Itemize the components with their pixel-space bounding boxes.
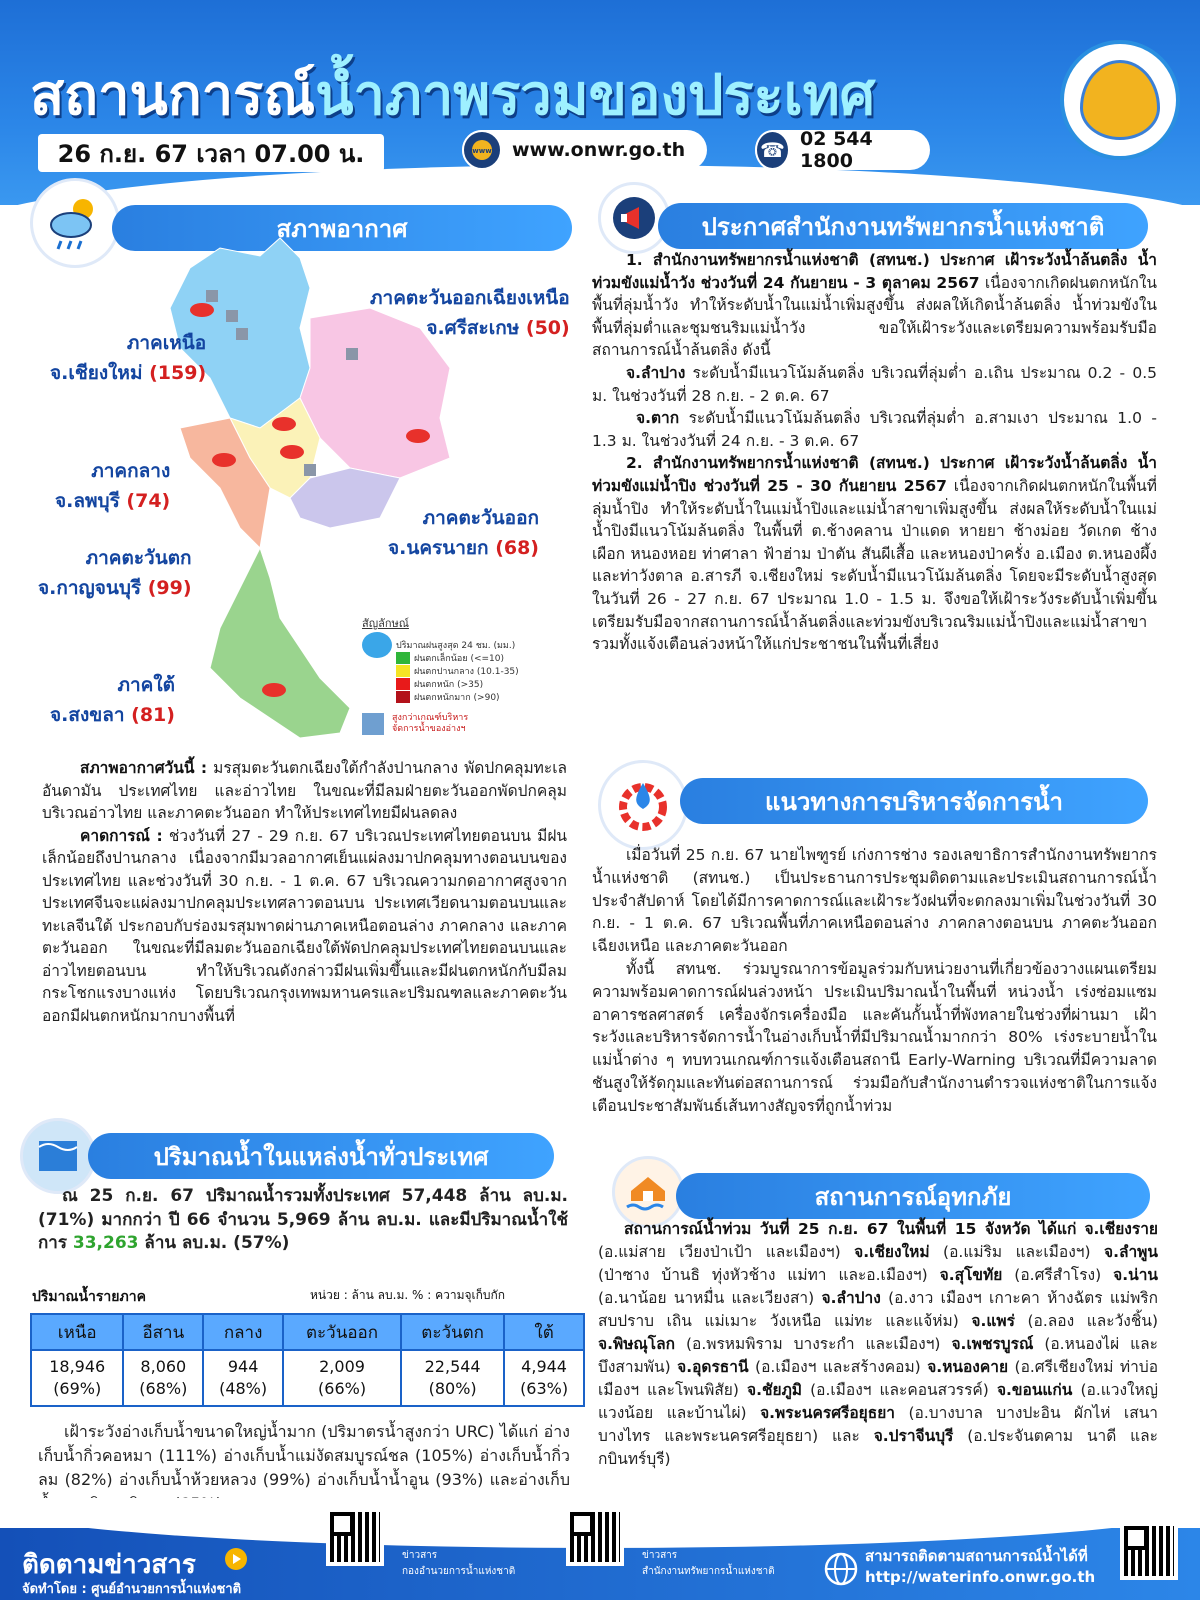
flood-province: จ.น่าน (1113, 1266, 1159, 1284)
phone-text: 02 544 1800 (800, 128, 873, 172)
announcement-text: 1. สำนักงานทรัพยากรน้ำแห่งชาติ (สทนช.) ประกาศ เฝ้าระวังน้ำล้นตลิ่ง น้ำท่วมขังแม่น้ำวัง ช่วงวันที่ 24 กันยายน - 3 ตุลาคม 2567 เนื่องจากเกิดฝนตกหนักในพื้นที่ลุ่มน้ำวัง ทำให้ระดับน้ำในแม่น้ำเพิ่มสูงขึ้น ส่งผลให้เกิดน้ำล้นตลิ่ง น้ำท่วมขังในพื้นที่ลุ่มต่ำและชุมชนริมแม่น้ำวัง ขอให้เฝ้าระวังและเตรียมความพร้อมรับมือสถานการณ์น้ำล้นตลิ่ง ดังนี้ จ.ลำปาง ระดับน้ำมีแนวโน้มล้นตลิ่ง บริเวณที่ลุ่มต่ำ อ.เถิน ประมาณ 0.2 - 0.5 ม. ในช่วงวันที่ 28 ก.ย. - 2 ต.ค. 67 จ.ตาก ระดับน้ำมีแนวโน้มล้นตลิ่ง บริเวณที่ลุ่มต่ำ อ.สามเงา ประมาณ 1.0 - 1.3 ม. ในช่วงวันที่ 24 ก.ย. - 3 ต.ค. 67 2. สำนักงานทรัพยากรน้ำแห่งชาติ (สทนช.) ประกาศ เฝ้าระวังน้ำล้นตลิ่ง น้ำท่วมขังแม่น้ำปิง ช่วงวันที่ 25 - 30 กันยายน 2567 เนื่องจากเกิดฝนตกหนักในพื้นที่ลุ่มน้ำปิง ทำให้ระดับน้ำในแม่น้ำปิงและแม่น้ำสาขาเพิ่มสูงขึ้น ส่งผลให้ระดับน้ำในแม่น้ำปิงมีแนวโน้มล้นตลิ่ง ในพื้นที่ ต.ช้างคลาน ป่าแดด หายยา ช้างม่อย วัดเกต ช้างเผือก หนองหอย ท่าศาลา ฟ้าฮ่าม ป่าตัน สันผีเสื้อ และหนองป่าครั่ง อ.เมือง ต.หนองผึ้ง และท่าวังตาล อ.สารภี จ.เชียงใหม่ ระดับน้ำมีแนวโน้มล้นตลิ่ง โดยจะมีระดับน้ำสูงสุดในวันที่ 26 - 27 ก.ย. 67 ประมาณ 1.0 - 1.5 ม. จึงขอให้เฝ้าระวังระดับน้ำเพิ่มขึ้น เตรียมรับมือจากสถานการณ์น้ำล้นตลิ่งและท่วมขังบริเวณริมแม่น้ำปิงและแม่น้ำสาขา รวมทั้งแจ้งเตือนล่วงหน้าให้แก่ประชาชนในพื้นที่เสี่ยง (592, 251, 1157, 654)
flood-province: จ.ปราจีนบุรี (873, 1427, 954, 1445)
table-cell (504, 1350, 584, 1406)
flood-province: จ.หนองคาย (927, 1358, 1009, 1376)
qr-code-waterinfo[interactable] (1120, 1522, 1178, 1580)
table-header-row (31, 1314, 584, 1350)
follow-news-label: ติดตามข่าวสาร (22, 1550, 196, 1580)
volume-value: 22,544 (424, 1357, 481, 1376)
weather-text (42, 757, 567, 1027)
legend-swatch (396, 652, 410, 664)
table-header-cell: ตะวันตก (401, 1314, 504, 1350)
flood-district: (อ.หนองไผ่ และบึงสามพัน) (598, 1335, 1158, 1376)
svg-text:www: www (472, 147, 492, 155)
qr-code-onwr[interactable] (566, 1508, 624, 1566)
volume-value: 18,946 (49, 1357, 106, 1376)
legend-swatch (396, 665, 410, 677)
table-unit: หน่วย : ล้าน ลบ.ม. % : ความจุเก็บกัก (310, 1288, 506, 1302)
today-text: มรสุมตะวันตกเฉียงใต้กำลังปานกลาง พัดปกคลุมทะเลอันดามัน ประเทศไทย และอ่าวไทย ในขณะที่มีลมฝ่ายตะวันออกพัดปกคลุมบริเวณอ่าวไทย และภาคตะวันออก ทำให้ประเทศไทยมีฝนลดลง (42, 759, 567, 822)
website-text: www.onwr.go.th (512, 139, 686, 161)
legend-rain-row (362, 638, 562, 651)
volume-value: 944 (227, 1357, 259, 1376)
flood-province: จ.ลำปาง (821, 1289, 881, 1307)
volume-percent: (68%) (139, 1379, 188, 1398)
flood-district: (อ.นาน้อย นาหมื่น และเวียงสา) (598, 1289, 822, 1307)
legend-title: สัญลักษณ์ (362, 617, 409, 630)
legend-item-label: ฝนตกหนักมาก (>90) (414, 692, 500, 703)
table-cell (401, 1350, 504, 1406)
volume-percent: (63%) (520, 1379, 569, 1398)
legend-item (396, 677, 562, 690)
date-badge: 26 ก.ย. 67 เวลา 07.00 น. (38, 134, 384, 172)
produced-by: จัดทำโดย : ศูนย์อำนวยการน้ำแห่งชาติ (22, 1582, 242, 1597)
flood-district: (อ.ประจันตคาม นาดี และกบินทร์บุรี) (598, 1427, 1158, 1468)
table-cell (123, 1350, 203, 1406)
table-header-cell: เหนือ (31, 1314, 123, 1350)
qr1-caption: ข่าวสาร กองอำนวยการน้ำแห่งชาติ (402, 1550, 516, 1577)
rain-cloud-icon (362, 632, 392, 658)
usable-volume: 33,263 (72, 1233, 139, 1253)
summary-a: ณ 25 ก.ย. 67 ปริมาณน้ำรวมทั้งประเทศ 57,448 ล้าน ลบ.ม. (71%) มากกว่า ปี 66 จำนวน 5,969 ล้าน ลบ.ม. และมีปริมาณน้ำใช้การ (38, 1186, 568, 1253)
flood-province: จ.เชียงใหม่ (854, 1243, 930, 1261)
flood-district: (อ.ศรีเชียงใหม่ ท่าบ่อ เมืองฯ และโพนพิสัย) (598, 1358, 1158, 1399)
track-label: สามารถติดตามสถานการณ์น้ำได้ที่ (865, 1547, 1088, 1565)
legend-item (396, 664, 562, 677)
announcement-heading: ประกาศสำนักงานทรัพยากรน้ำแห่งชาติ (658, 203, 1148, 249)
weather-icon (30, 178, 120, 268)
summary-b: ล้าน ลบ.ม. (57%) (138, 1233, 290, 1253)
volume-percent: (66%) (318, 1379, 367, 1398)
weather-heading: สภาพอากาศ (112, 205, 572, 251)
management-heading: แนวทางการบริหารจัดการน้ำ (680, 778, 1148, 824)
website-link[interactable] (462, 130, 707, 170)
qr-code-nwc[interactable] (326, 1508, 384, 1566)
page-footer (0, 1528, 1200, 1600)
flood-province: จ.เพชรบูรณ์ (951, 1335, 1034, 1353)
table-header-cell: ตะวันออก (283, 1314, 401, 1350)
flood-province: จ.อุดรธานี (677, 1358, 749, 1376)
page-header (0, 0, 1200, 205)
flood-province: จ.แพร่ (971, 1312, 1015, 1330)
flood-district: (อ.พรหมพิราม บางระกำ และเมืองฯ) (675, 1335, 952, 1353)
table-cell (31, 1350, 123, 1406)
flood-province: จ.ลำพูน (1104, 1243, 1158, 1261)
region-west: ภาคตะวันตก จ.กาญจนบุรี (99) (38, 547, 192, 599)
qr2-caption: ข่าวสาร สำนักงานทรัพยากรน้ำแห่งชาติ (642, 1550, 775, 1577)
flood-district: (อ.แวงใหญ่ แวงน้อย และบ้านไผ่) (598, 1381, 1158, 1422)
water-summary (38, 1185, 568, 1256)
table-row (31, 1350, 584, 1406)
legend-swatch (396, 691, 410, 703)
dam-section-icon (20, 1118, 96, 1194)
legend-items (396, 651, 562, 703)
flood-province: จ.ขอนแก่น (996, 1381, 1073, 1399)
volume-value: 8,060 (140, 1357, 187, 1376)
flood-district: (อ.ศรีสำโรง) (1002, 1266, 1114, 1284)
phone-link[interactable] (755, 130, 930, 170)
flood-district: (อ.แม่สาย เวียงป่าเป้า และเมืองฯ) (598, 1243, 855, 1261)
volume-value: 4,944 (521, 1357, 567, 1376)
waterinfo-link[interactable]: http://waterinfo.onwr.go.th (865, 1568, 1096, 1586)
region-north: ภาคเหนือ จ.เชียงใหม่ (159) (50, 332, 207, 384)
flood-district: (อ.งาว เมืองฯ เกาะคา ห้างฉัตร แม่พริก สบปราบ เถิน แม่เมาะ วังเหนือ แม่ทะ และแจ้ห่ม) (598, 1289, 1158, 1330)
globe-icon (822, 1550, 860, 1588)
volume-percent: (48%) (219, 1379, 268, 1398)
legend-item (396, 690, 562, 703)
volume-percent: (69%) (53, 1379, 102, 1398)
management-text: เมื่อวันที่ 25 ก.ย. 67 นายไพฑูรย์ เก่งการช่าง รองเลขาธิการสำนักงานทรัพยากรน้ำแห่งชาติ (สทนช.) เป็นประธานการประชุมติดตามและประเมินสถานการณ์น้ำประจำสัปดาห์ โดยได้มีการคาดการณ์และเฝ้าระวังฝนที่จะตกลงมาเพิ่มในช่วงวันที่ 30 ก.ย. - 1 ต.ค. 67 บริเวณพื้นที่ภาคเหนือตอนล่าง ภาคกลางตอนบน ภาคตะวันออกเฉียงเหนือ และภาคตะวันออก ทั้งนี้ สทนช. ร่วมบูรณาการข้อมูลร่วมกับหน่วยงานที่เกี่ยวข้องวางแผนเตรียมความพร้อมคาดการณ์ฝนล่วงหน้า ประเมินปริมาณน้ำในพื้นที่ หน่วงน้ำ เร่งซ่อมแซมอาคารชลศาสตร์ เครื่องจักรเครื่องมือ และคันกั้นน้ำที่พังทลายในช่วงที่ผ่านมา เฝ้าระวังและบริหารจัดการน้ำในอ่างเก็บน้ำที่มีปริมาณน้ำมากกว่า 80% เร่งระบายน้ำในแม่น้ำต่าง ๆ ทบทวนเกณฑ์การแจ้งเตือนสถานี Early-Warning บริเวณที่มีความลาดชันสูงให้รัดกุมและทันต่อสถานการณ์ ร่วมมือกับสำนักงานตำรวจแห่งชาติในการแจ้งเตือนประชาสัมพันธ์เส้นทางสัญจรที่ถูกน้ำท่วม (592, 846, 1157, 1115)
flood-district: (อ.ลอง และวังชิ้น) (1014, 1312, 1158, 1330)
legend-item (396, 651, 562, 664)
dam-icon (362, 713, 384, 735)
regional-volume-table (30, 1313, 585, 1407)
flood-province: จ.พระนครศรีอยุธยา (760, 1404, 895, 1422)
region-northeast: ภาคตะวันออกเฉียงเหนือ จ.ศรีสะเกษ (50) (370, 287, 570, 339)
title-part-2: น้ำภาพรวมของประเทศ (315, 63, 876, 128)
page-title (30, 50, 875, 139)
region-east: ภาคตะวันออก จ.นครนายก (68) (388, 507, 539, 559)
forecast-text: ช่วงวันที่ 27 - 29 ก.ย. 67 บริเวณประเทศไทยตอนบน มีฝนเล็กน้อยถึงปานกลาง เนื่องจากมีมวลอากาศเย็นแผ่ลงมาปกคลุมทางตอนบนของประเทศไทย และช่วงวันที่ 30 ก.ย. - 1 ต.ค. 67 บริเวณความกดอากาศสูงจากประเทศจีนจะแผ่ลงมาปกคลุมประเทศลาวตอนบน ประเทศเวียดนามตอนบนและทะเลจีนใต้ ประกอบกับร่องมรสุมพาดผ่านภาคเหนือตอนล่าง ภาคกลาง และภาคตะวันออก ในขณะที่มีลมตะวันออกเฉียงใต้พัดปกคลุมประเทศไทยตอนบนและอ่าวไทยตอนบน ทำให้บริเวณดังกล่าวมีฝนเพิ่มขึ้นและมีฝนตกหนักกับมีลมกระโชกแรงบางแห่ง โดยบริเวณกรุงเทพมหานครและปริมณฑลและภาคตะวันออกมีฝนตกหนักมากบางพื้นที่ (42, 826, 568, 1025)
table-header-cell: ใต้ (504, 1314, 584, 1350)
region-south: ภาคใต้ จ.สงขลา (81) (50, 674, 175, 726)
play-icon[interactable] (225, 1548, 247, 1570)
water-gear-icon (598, 760, 688, 850)
forecast-label: คาดการณ์ : (80, 826, 163, 845)
today-label: สภาพอากาศวันนี้ : (80, 759, 208, 777)
legend-item-label: ฝนตกเล็กน้อย (<=10) (414, 653, 505, 664)
volume-percent: (80%) (428, 1379, 477, 1398)
legend-dam-row (362, 712, 562, 734)
onwr-logo (1060, 40, 1180, 160)
water-volume-heading: ปริมาณน้ำในแหล่งน้ำทั่วประเทศ (88, 1133, 554, 1179)
flood-intro: สถานการณ์น้ำท่วม วันที่ 25 ก.ย. 67 ในพื้นที่ 15 จังหวัด ได้แก่ (624, 1220, 1077, 1238)
volume-value: 2,009 (319, 1357, 365, 1376)
flood-text (598, 1218, 1158, 1471)
phone-icon: ☎ (755, 130, 790, 170)
flood-district: (อ.แม่ริม และเมืองฯ) (929, 1243, 1104, 1261)
region-central: ภาคกลาง จ.ลพบุรี (74) (55, 460, 171, 512)
globe-icon (462, 130, 502, 170)
flood-province: จ.ชัยภูมิ (747, 1381, 803, 1399)
legend-rain-label: ปริมาณฝนสูงสุด 24 ชม. (มม.) (396, 640, 516, 651)
watch-text: เฝ้าระวังอ่างเก็บน้ำขนาดใหญ่น้ำมาก (ปริมาตรน้ำสูงกว่า URC) ได้แก่ อ่างเก็บน้ำกิ่วคอหมา (111%) อ่างเก็บน้ำแม่งัดสมบูรณ์ชล (105%) อ่างเก็บน้ำกิ่วลม (82%) อ่างเก็บน้ำห้วยหลวง (99%) อ่างเก็บน้ำน้ำอูน (93%) และอ่างเก็บ (38, 1422, 570, 1489)
flood-heading: สถานการณ์อุทกภัย (676, 1173, 1150, 1219)
table-cell (283, 1350, 401, 1406)
table-header-cell: อีสาน (123, 1314, 203, 1350)
map-legend (362, 614, 562, 734)
legend-swatch (396, 678, 410, 690)
flood-province: จ.เชียงราย (1084, 1220, 1158, 1238)
legend-dam-label: สูงกว่าเกณฑ์บริหาร จัดการน้ำของอ่างฯ (392, 712, 469, 734)
flood-province: จ.สุโขทัย (939, 1266, 1003, 1284)
flood-district: (อ.บางบาล บางปะอิน ผักไห่ เสนา บางไทร และพระนครศรีอยุธยา) และ (598, 1404, 1158, 1445)
title-part-1: สถานการณ์ (30, 63, 316, 128)
flood-district: (อ.เมืองฯ และคอนสวรรค์) (802, 1381, 997, 1399)
table-header-cell: กลาง (203, 1314, 283, 1350)
flood-province: จ.พิษณุโลก (598, 1335, 675, 1353)
flood-district: (อ.เมืองฯ และสร้างคอม) (748, 1358, 928, 1376)
table-caption: ปริมาณน้ำรายภาค (32, 1289, 146, 1305)
legend-item-label: ฝนตกปานกลาง (10.1-35) (414, 666, 519, 677)
table-cell (203, 1350, 283, 1406)
legend-item-label: ฝนตกหนัก (>35) (414, 679, 484, 690)
flood-district: (ป่าซาง บ้านธิ ทุ่งหัวช้าง แม่ทา และอ.เมืองฯ) (598, 1266, 940, 1284)
flood-province-list (598, 1220, 1158, 1468)
